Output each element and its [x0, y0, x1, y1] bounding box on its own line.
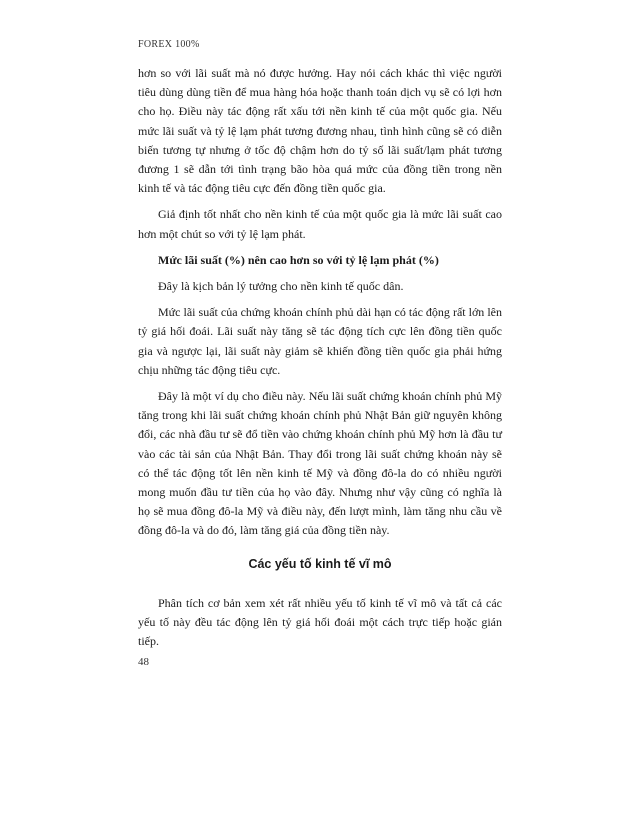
- paragraph-3: Đây là kịch bản lý tưởng cho nền kinh tế quốc dân.: [158, 279, 404, 294]
- paragraph-4: Mức lãi suất của chứng khoán chính phủ dài hạn có tác động rất lớn lên tỷ giá hối đoái. Lãi suất này tăng sẽ tác động tích cực lên đồng tiền quốc gia và ngược lại, lãi suất này giảm sẽ khiến đồng tiền quốc gia phải hứng chịu những tác động tiêu cực.: [138, 305, 502, 377]
- running-header: FOREX 100%: [138, 39, 200, 50]
- page-number: 48: [138, 656, 149, 668]
- paragraph-1: hơn so với lãi suất mà nó được hưởng. Hay nói cách khác thì việc người tiêu dùng dùng tiền để mua hàng hóa hoặc thanh toán dịch vụ sẽ có lợi hơn cho họ. Điều này tác động rất xấu tới nền kinh tế của một quốc gia. Nếu mức lãi suất và tỷ lệ lạm phát tương đương nhau, tình hình cũng sẽ có diễn biến tương tự nhưng ở tốc độ chậm hơn do tỷ số lãi suất/lạm phát tương đương 1 sẽ dẫn tới tình trạng bão hòa quá mức của đồng tiền trong nền kinh tế và tác động tiêu cực đến đồng tiền quốc gia.: [138, 66, 502, 196]
- section-title: Các yếu tố kinh tế vĩ mô: [248, 556, 392, 571]
- paragraph-6: Phân tích cơ bản xem xét rất nhiều yếu tố kinh tế vĩ mô và tất cả các yếu tố này đều tác động lên tỷ giá hối đoái một cách trực tiếp hoặc gián tiếp.: [138, 595, 502, 649]
- paragraph-2: Giả định tốt nhất cho nền kinh tế của một quốc gia là mức lãi suất cao hơn một chút so với tỷ lệ lạm phát.: [138, 207, 502, 241]
- paragraph-5: Đây là một ví dụ cho điều này. Nếu lãi suất chứng khoán chính phủ Mỹ tăng trong khi lãi suất chứng khoán chính phủ Nhật Bản giữ nguyên không đổi, các nhà đầu tư sẽ đổ tiền vào chứng khoán chính phủ Mỹ hơn là đầu tư vào các tài sản của Nhật Bản. Thay đổi trong lãi suất chứng khoán này sẽ có thể tác động tốt lên nền kinh tế Mỹ và đồng đô-la do có nhiều người mong muốn đầu tư tiền của họ vào đây. Nhưng như vậy cũng có nghĩa là họ sẽ mua đồng đô-la Mỹ và điều này, đến lượt mình, làm tăng nhu cầu về đồng đô-la và do đó, làm tăng giá của đồng tiền này.: [138, 389, 502, 538]
- body-text: [138, 64, 502, 658]
- subheading: Mức lãi suất (%) nên cao hơn so với tỷ lệ lạm phát (%): [158, 252, 439, 267]
